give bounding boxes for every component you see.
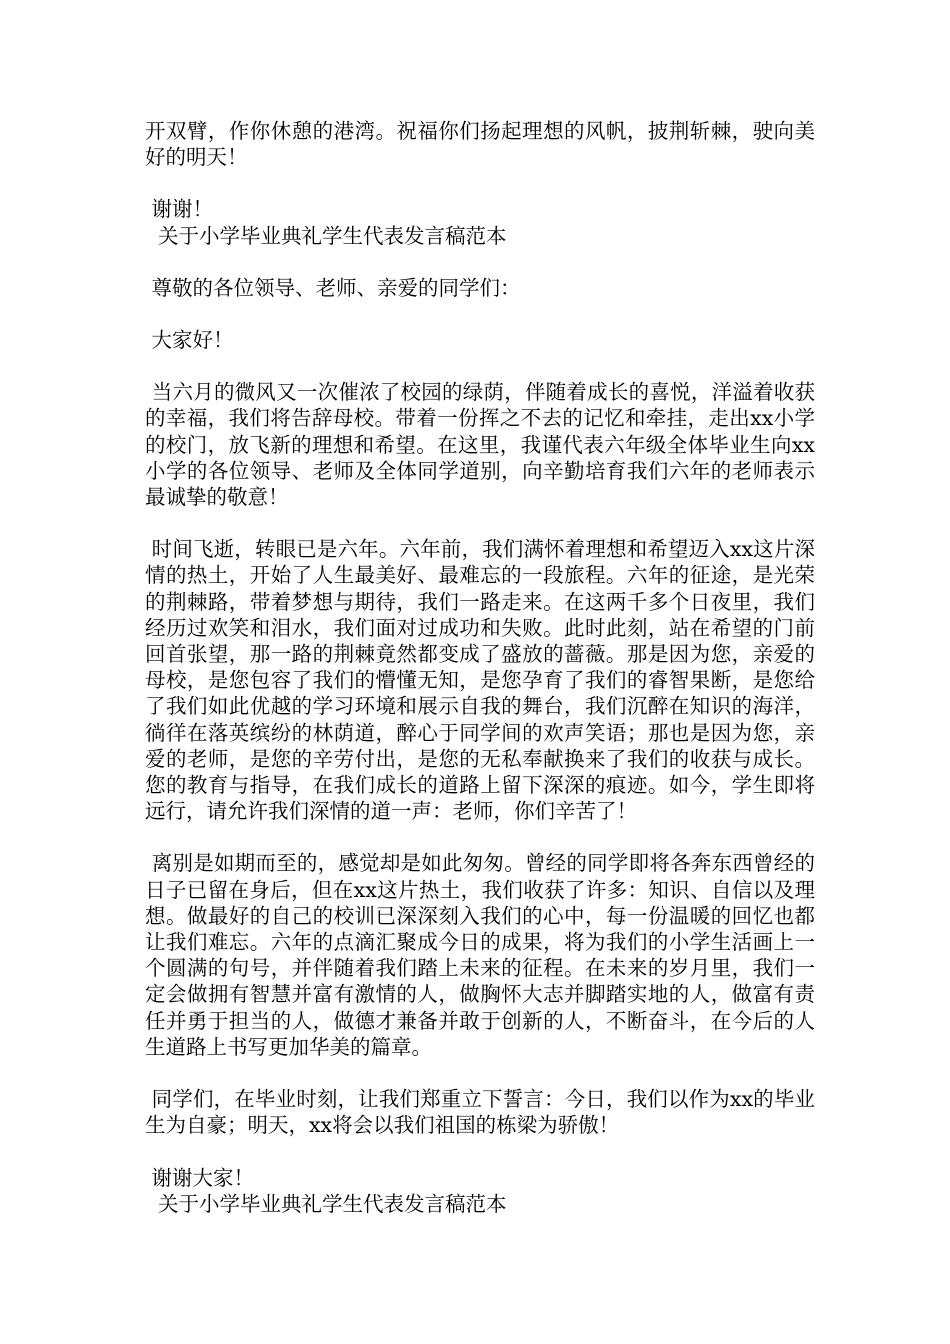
paragraph-farewell: 离别是如期而至的，感觉却是如此匆匆。曾经的同学即将各奔东西曾经的日子已留在身后，但在xx这片热土，我们收获了许多：知识、自信以及理想。做最好的自己的校训已深深刻入我们的心中，每一份温暖的回忆也都让我们难忘。六年的点滴汇聚成今日的成果，将为我们的小学生活画上一个圆满的句号，并伴随着我们踏上未来的征程。在未来的岁月里，我们一定会做拥有智慧并富有激情的人，做胸怀大志并脚踏实地的人，做富有责任并勇于担当的人，做德才兼备并敢于创新的人，不断奋斗，在今后的人生道路上书写更加华美的篇章。 — [145, 851, 815, 1059]
paragraph-gap — [145, 301, 815, 327]
paragraph-gap — [145, 353, 815, 379]
paragraph-gap — [145, 170, 815, 196]
paragraph-gap — [145, 249, 815, 275]
paragraph-gap — [145, 1139, 815, 1165]
paragraph-gap — [145, 510, 815, 536]
document-page — [145, 118, 815, 1217]
paragraph-gap — [145, 1060, 815, 1086]
paragraph-memories: 时间飞逝，转眼已是六年。六年前，我们满怀着理想和希望迈入xx这片深情的热土，开始了人生最美好、最难忘的一段旅程。六年的征途，是光荣的荆棘路，带着梦想与期待，我们一路走来。在这两千多个日夜里，我们经历过欢笑和泪水，我们面对过成功和失败。此时此刻，站在希望的门前回首张望，那一路的荆棘竟然都变成了盛放的蔷薇。那是因为您，亲爱的母校，是您包容了我们的懵懂无知，是您孕育了我们的睿智果断，是您给了我们如此优越的学习环境和展示自我的舞台，我们沉醉在知识的海洋，徜徉在落英缤纷的林荫道，醉心于同学间的欢声笑语；那也是因为您，亲爱的老师，是您的辛劳付出，是您的无私奉献换来了我们的收获与成长。您的教育与指导，在我们成长的道路上留下深深的痕迹。如今，学生即将远行，请允许我们深情的道一声：老师，你们辛苦了！ — [145, 537, 815, 824]
paragraph-thanks: 谢谢！ — [145, 197, 214, 222]
paragraph-thanks-all: 谢谢大家！ — [145, 1165, 255, 1190]
paragraph-salutation: 尊敬的各位领导、老师、亲爱的同学们： — [145, 275, 521, 300]
paragraph-closing-wish: 开双臂，作你休憩的港湾。祝福你们扬起理想的风帆，披荆斩棘，驶向美好的明天！ — [145, 119, 815, 170]
paragraph-opening: 当六月的微风又一次催浓了校园的绿荫，伴随着成长的喜悦，洋溢着收获的幸福，我们将告辞母校。带着一份挥之不去的记忆和牵挂，走出xx小学的校门，放飞新的理想和希望。在这里，我谨代表六年级全体毕业生向xx小学的各位领导、老师及全体同学道别，向辛勤培育我们六年的老师表示最诚挚的敬意！ — [145, 380, 815, 510]
paragraph-oath: 同学们，在毕业时刻，让我们郑重立下誓言：今日，我们以作为xx的毕业生为自豪；明天，xx将会以我们祖国的栋梁为骄傲！ — [145, 1087, 815, 1138]
section-title: 关于小学毕业典礼学生代表发言稿范本 — [145, 1191, 507, 1216]
section-title: 关于小学毕业典礼学生代表发言稿范本 — [145, 223, 507, 248]
paragraph-gap — [145, 824, 815, 850]
paragraph-greeting: 大家好！ — [145, 328, 234, 353]
